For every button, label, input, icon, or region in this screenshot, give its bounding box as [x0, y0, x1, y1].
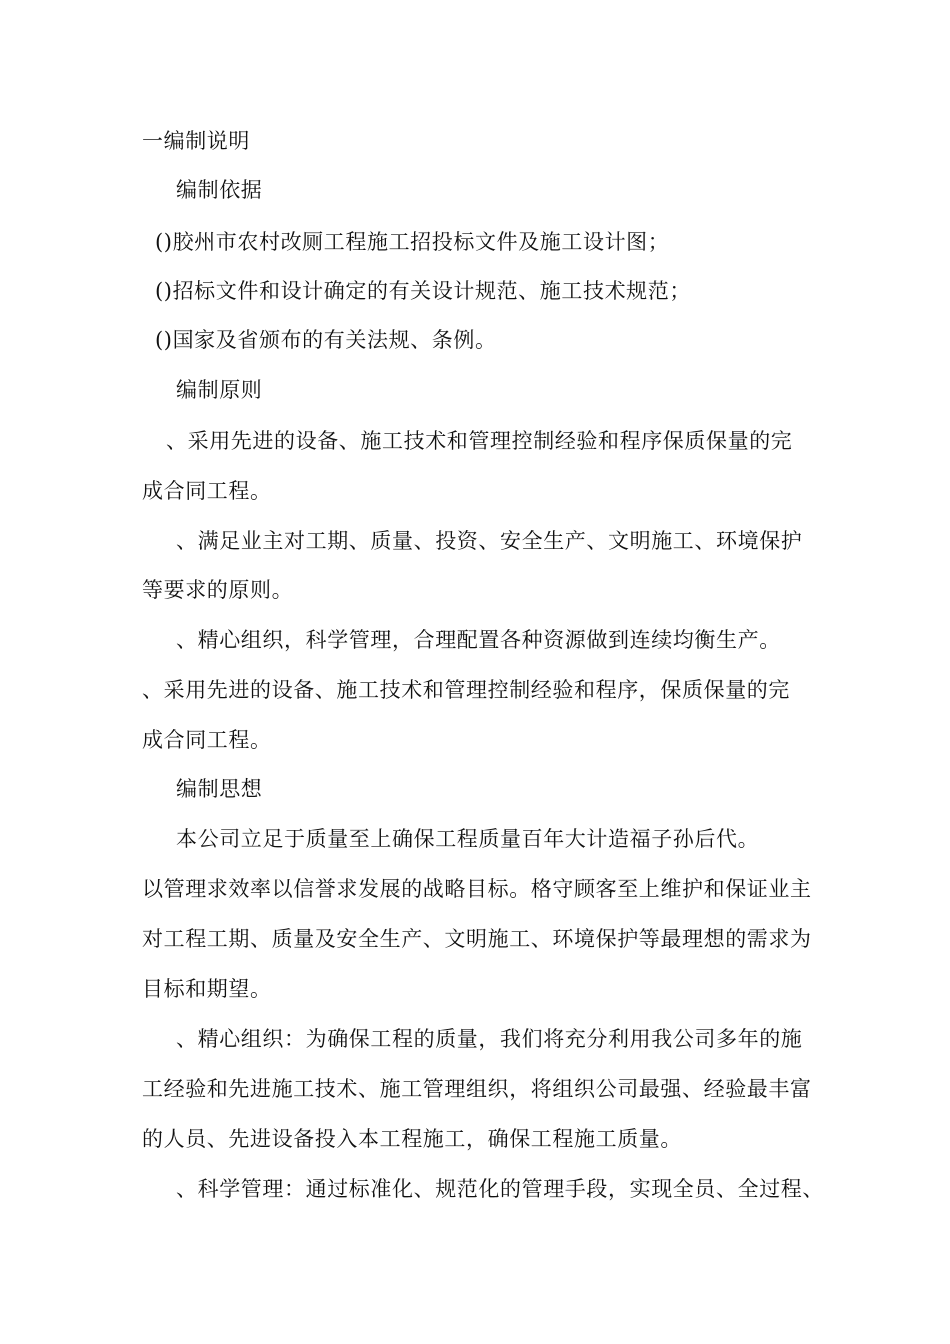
principles-line-7: 成合同工程。 — [142, 728, 272, 752]
basis-heading: 编制依据 — [176, 178, 263, 202]
principles-line-4: 等要求的原则。 — [142, 578, 294, 602]
thinking-line-4: 目标和期望。 — [142, 977, 272, 1001]
thinking-line-1: 本公司立足于质量至上确保工程质量百年大计造福子孙后代。 — [176, 827, 760, 851]
principles-line-5: 、精心组织，科学管理，合理配置各种资源做到连续均衡生产。 — [176, 628, 781, 652]
thinking-line-7: 的人员、先进设备投入本工程施工，确保工程施工质量。 — [142, 1127, 682, 1151]
principles-line-1: 、采用先进的设备、施工技术和管理控制经验和程序保质保量的完 — [166, 429, 793, 453]
principles-line-2: 成合同工程。 — [142, 479, 272, 503]
thinking-line-8: 、科学管理：通过标准化、规范化的管理手段，实现全员、全过程、 — [176, 1177, 824, 1201]
basis-item-2: ()招标文件和设计确定的有关设计规范、施工技术规范； — [155, 279, 691, 303]
thinking-heading: 编制思想 — [176, 777, 263, 801]
thinking-line-6: 工经验和先进施工技术、施工管理组织，将组织公司最强、经验最丰富 — [142, 1077, 812, 1101]
thinking-line-5: 、精心组织：为确保工程的质量，我们将充分利用我公司多年的施 — [176, 1027, 803, 1051]
basis-item-3: ()国家及省颁布的有关法规、条例。 — [155, 328, 497, 352]
thinking-line-2: 以管理求效率以信誉求发展的战略目标。格守顾客至上维护和保证业主 — [142, 877, 812, 901]
section-title: 一编制说明 — [142, 129, 250, 153]
basis-item-1: ()胶州市农村改厕工程施工招投标文件及施工设计图； — [155, 230, 670, 254]
thinking-line-3: 对工程工期、质量及安全生产、文明施工、环境保护等最理想的需求为 — [142, 927, 812, 951]
principles-line-6: 、采用先进的设备、施工技术和管理控制经验和程序，保质保量的完 — [142, 678, 790, 702]
principles-line-3: 、满足业主对工期、质量、投资、安全生产、文明施工、环境保护 — [176, 529, 803, 553]
principles-heading: 编制原则 — [176, 378, 263, 402]
